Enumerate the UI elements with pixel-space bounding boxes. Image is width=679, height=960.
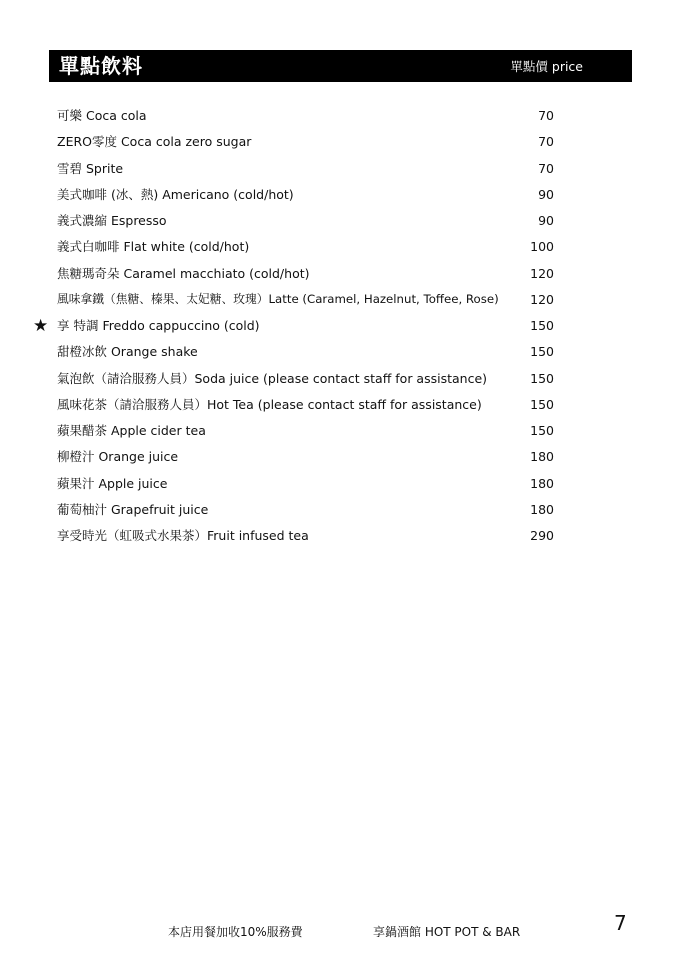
menu-item-name: 義式濃縮 Espresso <box>57 213 167 228</box>
menu-item-name: 享 特調 Freddo cappuccino (cold) <box>57 318 260 333</box>
menu-item-name: 風味花茶（請洽服務人員）Hot Tea (please contact staff for assistance) <box>57 396 482 412</box>
menu-item-price: 150 <box>530 396 554 412</box>
menu-item-row <box>0 524 679 550</box>
menu-item-price: 150 <box>530 318 554 333</box>
section-title: 單點飲料 <box>59 54 143 78</box>
menu-item-price: 100 <box>530 239 554 255</box>
menu-item-row <box>0 314 679 340</box>
menu-item-name: 氣泡飲（請洽服務人員）Soda juice (please contact staff for assistance) <box>57 370 488 386</box>
menu-item-name: 風味拿鐵（焦糖、榛果、太妃糖、玫瑰）Latte (Caramel, Hazelnut, Toffee, Rose) <box>57 291 499 306</box>
menu-item-price: 180 <box>530 475 554 491</box>
menu-item-name: 柳橙汁 Orange juice <box>57 449 179 465</box>
restaurant-brand: 享鍋酒館 HOT POT & BAR <box>373 925 521 939</box>
menu-item-row <box>0 104 679 130</box>
menu-item-price: 290 <box>530 528 554 543</box>
menu-item-price: 180 <box>530 449 554 465</box>
menu-item-name: 焦糖瑪奇朵 Caramel macchiato (cold/hot) <box>57 265 310 281</box>
menu-item-row <box>0 235 679 261</box>
drinks-menu-list <box>0 104 679 550</box>
menu-item-price: 90 <box>538 186 554 202</box>
menu-item-row <box>0 183 679 209</box>
menu-item-price: 150 <box>530 423 554 438</box>
menu-item-price: 150 <box>530 370 554 386</box>
section-header-bar <box>49 50 632 82</box>
menu-item-row <box>0 367 679 393</box>
menu-item-price: 120 <box>530 291 554 307</box>
menu-item-name: 甜橙冰飲 Orange shake <box>57 344 198 360</box>
menu-item-row <box>0 262 679 288</box>
menu-item-name: ZERO零度 Coca cola zero sugar <box>57 134 252 150</box>
menu-item-price: 70 <box>538 160 554 176</box>
menu-item-row <box>0 288 679 314</box>
menu-item-price: 180 <box>530 501 554 517</box>
menu-item-name: 可樂 Coca cola <box>57 108 147 123</box>
menu-item-row <box>0 498 679 524</box>
menu-item-row <box>0 445 679 471</box>
menu-item-row <box>0 472 679 498</box>
menu-item-row <box>0 419 679 445</box>
menu-item-row <box>0 157 679 183</box>
menu-item-name: 蘋果汁 Apple juice <box>57 475 168 491</box>
menu-item-name: 雪碧 Sprite <box>57 160 124 176</box>
menu-item-row <box>0 209 679 235</box>
featured-star-icon: ★ <box>33 316 49 336</box>
menu-item-price: 70 <box>538 108 554 123</box>
menu-item-name: 享受時光（虹吸式水果茶）Fruit infused tea <box>57 528 309 543</box>
price-column-label: 單點價 price <box>510 59 583 74</box>
page-number: 7 <box>614 911 627 935</box>
menu-item-row <box>0 340 679 366</box>
menu-item-price: 120 <box>530 265 554 281</box>
menu-item-price: 150 <box>530 344 554 360</box>
service-charge-note: 本店用餐加收10%服務費 <box>168 925 303 939</box>
menu-item-price: 90 <box>538 213 554 228</box>
menu-item-row <box>0 393 679 419</box>
menu-item-name: 葡萄柚汁 Grapefruit juice <box>57 501 209 517</box>
menu-item-name: 蘋果醋茶 Apple cider tea <box>57 423 206 438</box>
menu-item-name: 義式白咖啡 Flat white (cold/hot) <box>57 239 250 255</box>
menu-item-row <box>0 130 679 156</box>
menu-item-price: 70 <box>538 134 554 150</box>
menu-item-name: 美式咖啡 (冰、熱) Americano (cold/hot) <box>57 186 294 202</box>
